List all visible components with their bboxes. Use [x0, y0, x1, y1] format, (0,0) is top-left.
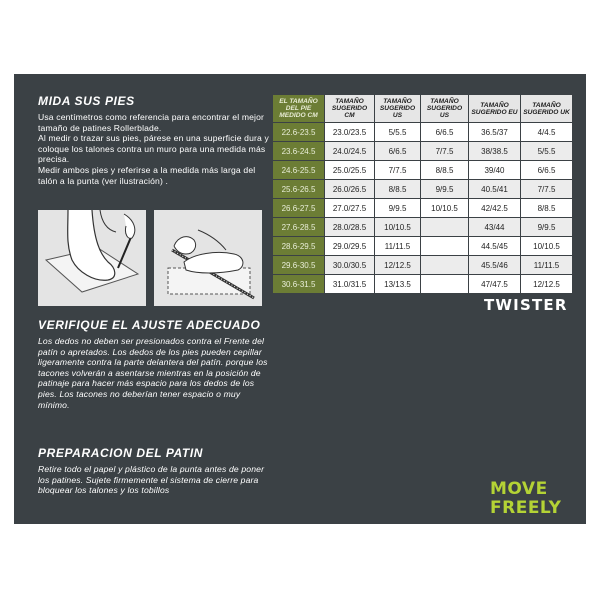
- measure-paragraph-2: Al medir o trazar sus pies, párese en una superficie dura y coloque los talones contra un muro para una medida más precisa.: [38, 133, 269, 165]
- table-cell: 39/40: [469, 161, 521, 180]
- measure-section: [38, 94, 274, 186]
- table-cell: 6/6.5: [375, 142, 421, 161]
- table-cell: 5/5.5: [521, 142, 573, 161]
- table-cell: 43/44: [469, 218, 521, 237]
- table-cell: 36.5/37: [469, 123, 521, 142]
- table-cell: 24.0/24.5: [325, 142, 375, 161]
- table-cell: 12/12.5: [375, 256, 421, 275]
- table-cell: 13/13.5: [375, 275, 421, 294]
- table-cell: 26.6-27.5: [273, 199, 325, 218]
- table-cell: [421, 275, 469, 294]
- table-cell: 25.0/25.5: [325, 161, 375, 180]
- table-cell: 5/5.5: [375, 123, 421, 142]
- table-cell: 28.6-29.5: [273, 237, 325, 256]
- table-cell: 40.5/41: [469, 180, 521, 199]
- table-cell: 29.0/29.5: [325, 237, 375, 256]
- header-suggested-eu: TAMAÑO SUGERIDO EU: [469, 95, 521, 123]
- size-table-header: [273, 95, 573, 123]
- table-cell: 7/7.5: [421, 142, 469, 161]
- table-cell: 9/9.5: [375, 199, 421, 218]
- table-cell: 27.6-28.5: [273, 218, 325, 237]
- prep-text: Retire todo el papel y plástico de la punta antes de poner los patines. Sujete firmemente el sistema de cierre para bloquear los talones y los tobillos: [38, 464, 265, 496]
- table-cell: 47/47.5: [469, 275, 521, 294]
- table-cell: 8/8.5: [375, 180, 421, 199]
- table-cell: [421, 218, 469, 237]
- table-cell: 45.5/46: [469, 256, 521, 275]
- header-suggested-cm: TAMAÑO SUGERIDO CM: [325, 95, 375, 123]
- table-cell: 9/9.5: [521, 218, 573, 237]
- table-cell: 23.6-24.5: [273, 142, 325, 161]
- table-cell: 10/10.5: [421, 199, 469, 218]
- slogan-line-1: MOVE: [490, 479, 548, 499]
- header-suggested-us-1: TAMAÑO SUGERIDO US: [375, 95, 421, 123]
- header-measured-cm: EL TAMAÑO DEL PIE MEDIDO CM: [273, 95, 325, 123]
- prep-title: PREPARACION DEL PATIN: [38, 446, 204, 460]
- measure-paragraph-3: Medir ambos pies y referirse a la medida más larga del talón a la punta (ver ilustración) .: [38, 164, 256, 186]
- header-suggested-us-2: TAMAÑO SUGERIDO US: [421, 95, 469, 123]
- foot-tracing-illustration-icon: [38, 210, 146, 306]
- table-cell: 30.0/30.5: [325, 256, 375, 275]
- table-cell: 28.0/28.5: [325, 218, 375, 237]
- table-row: [273, 275, 573, 294]
- table-cell: 24.6-25.5: [273, 161, 325, 180]
- twister-logo: TWISTER: [484, 296, 568, 314]
- table-cell: 10/10.5: [375, 218, 421, 237]
- table-row: [273, 256, 573, 275]
- table-row: [273, 199, 573, 218]
- fit-text: Los dedos no deben ser presionados contra el Frente del patín o apretados. Los dedos de los pies pueden cepillar ligeramente contra la parte delantera del patín. porque los tacones volverán a asentarse mientras en la posición de patinaje para hacer más espacio para los dedos de los pies. Los tacones no deberían tener espacio o muy mínimo.: [38, 336, 268, 410]
- table-cell: 12/12.5: [521, 275, 573, 294]
- table-cell: 7/7.5: [375, 161, 421, 180]
- table-cell: 29.6-30.5: [273, 256, 325, 275]
- table-cell: 10/10.5: [521, 237, 573, 256]
- size-table: [272, 94, 573, 294]
- measure-illustrations: [38, 210, 274, 306]
- table-cell: 25.6-26.5: [273, 180, 325, 199]
- table-cell: 38/38.5: [469, 142, 521, 161]
- header-suggested-uk: TAMAÑO SUGERIDO UK: [521, 95, 573, 123]
- table-cell: 31.0/31.5: [325, 275, 375, 294]
- table-cell: 8/8.5: [521, 199, 573, 218]
- measure-paragraph-1: Usa centímetros como referencia para encontrar el mejor tamaño de patines Rollerblade.: [38, 112, 265, 133]
- table-row: [273, 123, 573, 142]
- table-cell: 6/6.5: [421, 123, 469, 142]
- table-cell: 27.0/27.5: [325, 199, 375, 218]
- table-row: [273, 142, 573, 161]
- table-cell: 6/6.5: [521, 161, 573, 180]
- table-row: [273, 218, 573, 237]
- table-cell: 23.0/23.5: [325, 123, 375, 142]
- table-cell: 22.6-23.5: [273, 123, 325, 142]
- table-cell: 26.0/26.5: [325, 180, 375, 199]
- table-cell: [421, 237, 469, 256]
- table-cell: 30.6-31.5: [273, 275, 325, 294]
- size-guide-panel: [14, 74, 586, 524]
- slogan-line-2: FREELY: [490, 498, 562, 518]
- fit-title: VERIFIQUE EL AJUSTE ADECUADO: [38, 318, 261, 332]
- table-row: [273, 237, 573, 256]
- table-cell: 11/11.5: [521, 256, 573, 275]
- foot-measuring-illustration-icon: [154, 210, 262, 306]
- prep-section: [38, 446, 274, 496]
- table-cell: 8/8.5: [421, 161, 469, 180]
- table-row: [273, 161, 573, 180]
- fit-section: [38, 318, 274, 410]
- table-cell: 9/9.5: [421, 180, 469, 199]
- move-freely-logo: [490, 480, 561, 518]
- table-cell: [421, 256, 469, 275]
- table-cell: 4/4.5: [521, 123, 573, 142]
- table-cell: 7/7.5: [521, 180, 573, 199]
- measure-title: MIDA SUS PIES: [38, 94, 135, 108]
- table-row: [273, 180, 573, 199]
- table-cell: 11/11.5: [375, 237, 421, 256]
- table-cell: 44.5/45: [469, 237, 521, 256]
- table-cell: 42/42.5: [469, 199, 521, 218]
